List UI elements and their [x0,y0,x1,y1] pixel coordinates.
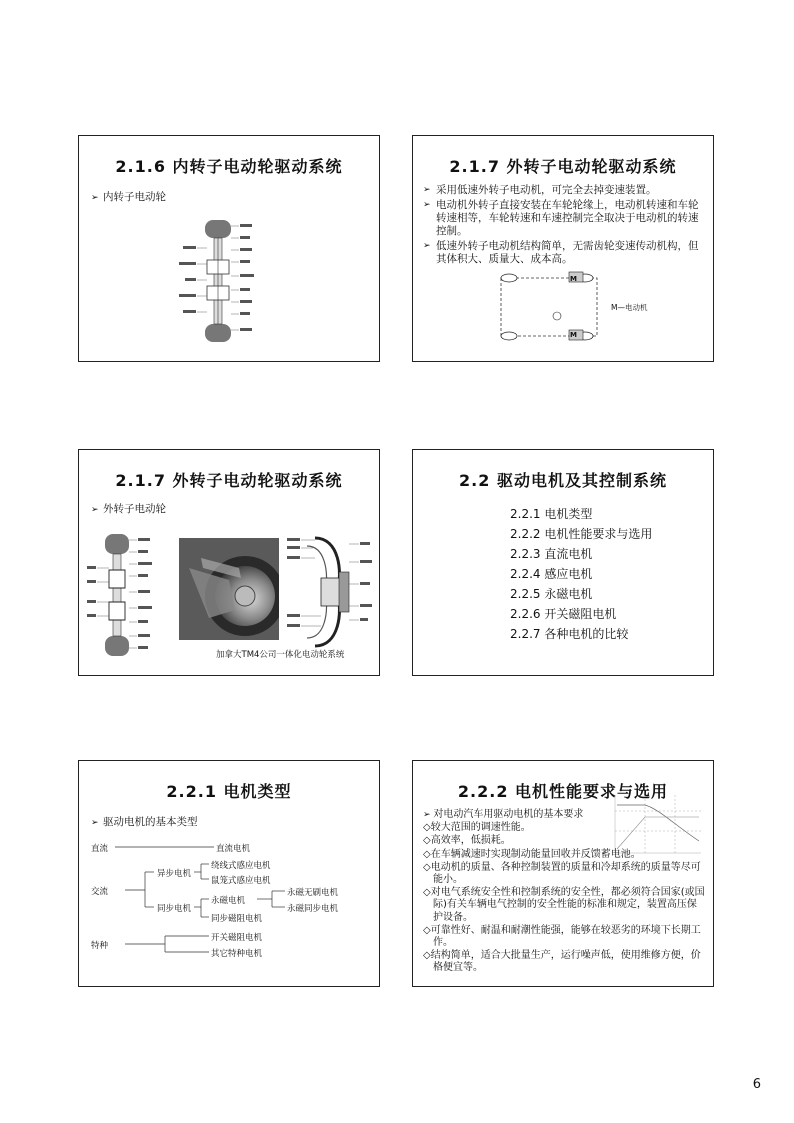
tree-node-ac: 交流 [91,887,109,897]
motor-symbol-label: M [570,331,577,339]
requirement-item: ◇结构简单，适合大批量生产，运行噪声低，使用维修方便，价格便宜等。 [423,950,701,974]
tree-node-pm: 永磁电机 [211,896,246,906]
section-item: 2.2.6 开关磁阻电机 [510,607,617,621]
requirement-item: ◇电动机的质量、各种控制装置的质量和冷却系统的质量等尽可能小。 [423,861,701,886]
slide-title: 2.2.1 电机类型 [166,782,292,801]
bullet-item: ➢ 低速外转子电动机结构简单，无需齿轮变速传动机构，但其体积大、质量大、成本高。 [423,240,699,265]
tree-node-dc: 直流 [91,844,109,854]
tree-node-reluctance: 同步磁阻电机 [211,914,263,924]
section-item: 2.2.2 电机性能要求与选用 [510,527,653,541]
section-item: 2.2.1 电机类型 [510,507,593,521]
wheel-motor-photo [179,538,279,640]
arrow-bullet-icon: ➢ [91,818,99,828]
requirements-heading: ➢ 对电动汽车用驱动电机的基本要求 [423,809,584,820]
slide-5 [78,760,380,987]
slide-title: 2.1.6 内转子电动轮驱动系统 [115,157,343,176]
requirement-item: ◇对电气系统安全性和控制系统的安全性，都必须符合国家(或国际)有关车辆电气控制的安全性能的标准和规定，装置高压保护设备。 [423,887,705,923]
arrow-bullet-icon: ➢ [423,185,431,195]
bullet-list [423,184,703,268]
arrow-bullet-icon: ➢ [423,241,431,251]
arrow-bullet-icon: ➢ [91,505,99,515]
arrow-bullet-icon: ➢ [91,193,99,203]
requirements-list [423,809,705,976]
slide-title: 2.2.2 电机性能要求与选用 [457,782,669,801]
section-item: 2.2.3 直流电机 [510,547,593,561]
slide-2 [412,135,714,362]
figure-caption: 加拿大TM4公司一体化电动轮系统 [216,650,345,660]
slide-title: 2.1.7 外转子电动轮驱动系统 [449,157,677,176]
section-item: 2.2.4 感应电机 [510,567,593,581]
requirement-item: ◇较大范围的调速性能。 [423,822,531,834]
tree-node-wound: 绕线式感应电机 [211,861,271,871]
slide-3 [78,449,380,676]
tree-node-sync: 同步电机 [157,904,192,914]
bullet-item: ➢ 采用低速外转子电动机，可完全去掉变速装置。 [423,184,657,196]
tree-node-cage: 鼠笼式感应电机 [211,876,271,886]
slide-4 [412,449,714,676]
section-list [510,504,652,644]
tree-node-pmsm: 永磁同步电机 [287,904,339,914]
outer-rotor-cutaway-diagram [285,532,377,652]
arrow-bullet-icon: ➢ [423,810,434,820]
tree-node-dc-motor: 直流电机 [216,844,251,854]
requirement-item: ◇高效率，低损耗。 [423,835,511,847]
motor-symbol-label: M [570,275,577,283]
bullet-item: ➢ 外转子电动轮 [91,503,166,515]
motor-legend: M—电动机 [611,303,648,312]
slide-6 [412,760,714,987]
outer-rotor-section-diagram [87,532,177,660]
slide-1 [78,135,380,362]
tree-node-other: 其它特种电机 [211,949,263,959]
arrow-bullet-icon: ➢ [423,200,431,210]
bullet-item: ➢ 驱动电机的基本类型 [91,816,198,828]
tree-node-srm: 开关磁阻电机 [211,933,263,943]
inner-rotor-wheel-diagram [177,218,267,346]
tree-node-bldc: 永磁无刷电机 [287,888,339,898]
bullet-item: ➢ 内转子电动轮 [91,191,166,203]
bullet-item: ➢ 电动机外转子直接安装在车轮轮缘上，电动机转速和车轮转速相等，车轮转速和车速控制完全取决于电动机的转速控制。 [423,199,699,237]
four-wheel-motor-diagram [495,270,605,350]
tree-node-async: 异步电机 [157,869,192,879]
requirement-item: ◇可靠性好、耐温和耐潮性能强，能够在较恶劣的环境下长期工作。 [423,924,701,949]
slide-title: 2.2 驱动电机及其控制系统 [459,471,667,490]
section-item: 2.2.7 各种电机的比较 [510,627,629,641]
tree-node-special: 特种 [91,941,109,951]
requirement-item: ◇在车辆减速时实现制动能量回收并反馈蓄电池。 [423,848,641,860]
slide-title: 2.1.7 外转子电动轮驱动系统 [115,471,343,490]
page-number: 6 [752,1077,761,1092]
section-item: 2.2.5 永磁电机 [510,587,593,601]
